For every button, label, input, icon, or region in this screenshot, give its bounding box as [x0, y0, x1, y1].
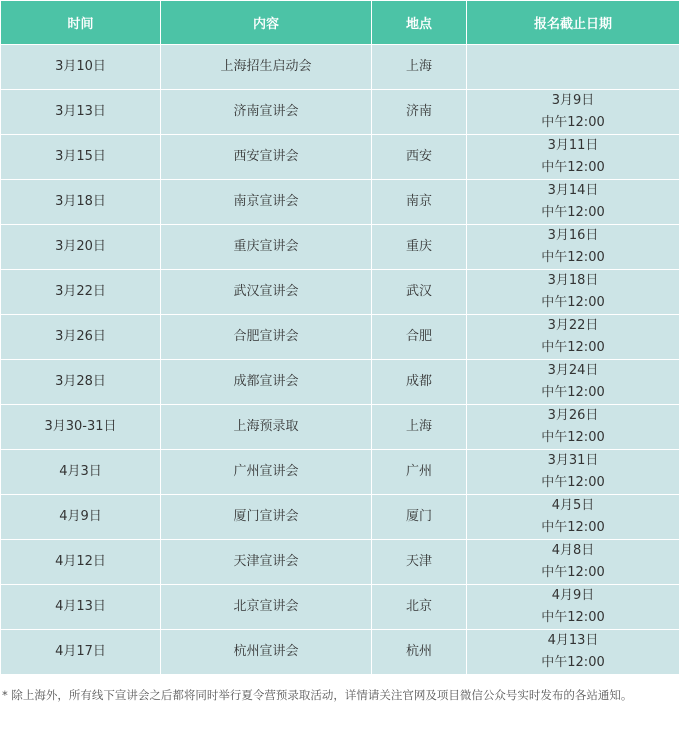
place-cell: 合肥: [372, 315, 467, 360]
deadline-time: 中午12:00: [541, 115, 605, 130]
table-row: [1, 225, 679, 270]
date-cell: 3月18日: [1, 180, 161, 225]
place-cell: 上海: [372, 405, 467, 450]
deadline-cell: [467, 45, 679, 90]
date-cell: 3月30-31日: [1, 405, 161, 450]
table-row: [1, 135, 679, 180]
deadline-cell: [467, 270, 679, 315]
date-cell: 3月26日: [1, 315, 161, 360]
deadline-date: 3月26日: [547, 408, 599, 423]
deadline-time: 中午12:00: [541, 160, 605, 175]
table-row: [1, 450, 679, 495]
deadline-time: 中午12:00: [541, 385, 605, 400]
header-date: 时间: [1, 1, 161, 45]
table-row: [1, 270, 679, 315]
table-row: [1, 45, 679, 90]
date-cell: 3月13日: [1, 90, 161, 135]
table-row: [1, 315, 679, 360]
deadline-date: 3月22日: [547, 318, 599, 333]
table-row: [1, 90, 679, 135]
content-cell: 上海预录取: [161, 405, 372, 450]
content-cell: 济南宣讲会: [161, 90, 372, 135]
deadline-date: 4月13日: [547, 633, 599, 648]
content-cell: 厦门宣讲会: [161, 495, 372, 540]
content-cell: 上海招生启动会: [161, 45, 372, 90]
deadline-time: 中午12:00: [541, 430, 605, 445]
deadline-time: 中午12:00: [541, 520, 605, 535]
place-cell: 天津: [372, 540, 467, 585]
deadline-cell: [467, 90, 679, 135]
deadline-date: 3月9日: [551, 93, 595, 108]
deadline-date: 3月14日: [547, 183, 599, 198]
deadline-cell: [467, 225, 679, 270]
date-cell: 4月12日: [1, 540, 161, 585]
deadline-time: 中午12:00: [541, 655, 605, 670]
deadline-date: 4月5日: [551, 498, 595, 513]
table-header-row: [1, 1, 679, 45]
place-cell: 成都: [372, 360, 467, 405]
content-cell: 北京宣讲会: [161, 585, 372, 630]
place-cell: 广州: [372, 450, 467, 495]
content-cell: 杭州宣讲会: [161, 630, 372, 675]
deadline-date: 4月8日: [551, 543, 595, 558]
deadline-cell: [467, 405, 679, 450]
date-cell: 3月10日: [1, 45, 161, 90]
deadline-date: 3月31日: [547, 453, 599, 468]
place-cell: 西安: [372, 135, 467, 180]
date-cell: 3月15日: [1, 135, 161, 180]
place-cell: 厦门: [372, 495, 467, 540]
place-cell: 南京: [372, 180, 467, 225]
date-cell: 4月3日: [1, 450, 161, 495]
date-cell: 4月13日: [1, 585, 161, 630]
date-cell: 3月28日: [1, 360, 161, 405]
place-cell: 上海: [372, 45, 467, 90]
place-cell: 济南: [372, 90, 467, 135]
date-cell: 3月22日: [1, 270, 161, 315]
footnote: * 除上海外，所有线下宣讲会之后都将同时举行夏令营预录取活动，详情请关注官网及项目微信公众号实时发布的各站通知。: [2, 688, 633, 702]
table-row: [1, 360, 679, 405]
deadline-time: 中午12:00: [541, 250, 605, 265]
content-cell: 天津宣讲会: [161, 540, 372, 585]
deadline-time: 中午12:00: [541, 610, 605, 625]
content-cell: 武汉宣讲会: [161, 270, 372, 315]
content-cell: 合肥宣讲会: [161, 315, 372, 360]
place-cell: 重庆: [372, 225, 467, 270]
content-cell: 广州宣讲会: [161, 450, 372, 495]
header-content: 内容: [161, 1, 372, 45]
deadline-date: 3月18日: [547, 273, 599, 288]
date-cell: 4月9日: [1, 495, 161, 540]
deadline-date: 3月16日: [547, 228, 599, 243]
date-cell: 3月20日: [1, 225, 161, 270]
deadline-time: 中午12:00: [541, 340, 605, 355]
deadline-date: 4月9日: [551, 588, 595, 603]
deadline-cell: [467, 540, 679, 585]
deadline-cell: [467, 315, 679, 360]
place-cell: 杭州: [372, 630, 467, 675]
deadline-cell: [467, 495, 679, 540]
deadline-cell: [467, 585, 679, 630]
deadline-date: 3月24日: [547, 363, 599, 378]
table-row: [1, 405, 679, 450]
table-row: [1, 540, 679, 585]
header-deadline: 报名截止日期: [467, 1, 679, 45]
date-cell: 4月17日: [1, 630, 161, 675]
content-cell: 西安宣讲会: [161, 135, 372, 180]
deadline-time: 中午12:00: [541, 565, 605, 580]
header-place: 地点: [372, 1, 467, 45]
deadline-time: 中午12:00: [541, 205, 605, 220]
table-row: [1, 630, 679, 675]
deadline-cell: [467, 180, 679, 225]
content-cell: 成都宣讲会: [161, 360, 372, 405]
table-row: [1, 180, 679, 225]
deadline-date: 3月11日: [547, 138, 599, 153]
table-row: [1, 585, 679, 630]
deadline-cell: [467, 135, 679, 180]
deadline-time: 中午12:00: [541, 475, 605, 490]
place-cell: 北京: [372, 585, 467, 630]
deadline-cell: [467, 450, 679, 495]
content-cell: 南京宣讲会: [161, 180, 372, 225]
deadline-cell: [467, 360, 679, 405]
deadline-cell: [467, 630, 679, 675]
content-cell: 重庆宣讲会: [161, 225, 372, 270]
table-row: [1, 495, 679, 540]
deadline-time: 中午12:00: [541, 295, 605, 310]
place-cell: 武汉: [372, 270, 467, 315]
